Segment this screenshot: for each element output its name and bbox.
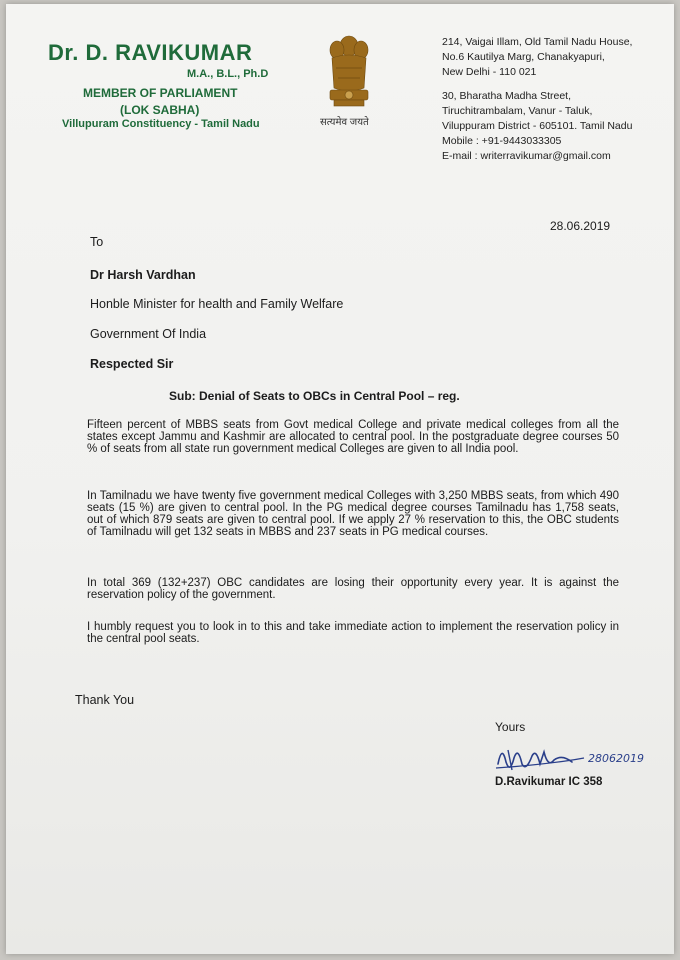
closing-thanks: Thank You [75,693,135,707]
closing-yours: Yours [495,720,526,734]
recipient-organization: Government Of India [90,327,207,341]
letter-page [6,4,674,954]
email-address: E-mail : writerravikumar@gmail.com [442,150,611,162]
salutation: Respected Sir [90,357,174,371]
sender-house: (LOK SABHA) [120,103,200,117]
address-line: Tiruchitrambalam, Vanur - Taluk, [442,105,593,117]
body-paragraph: In Tamilnadu we have twenty five government medical Colleges with 3,250 MBBS seats, from which 490 seats (15 %) are given to central pool. In the PG medical degree courses Tamilnadu has 1,758 seats, out of which 879 seats are given to central pool. If we apply 27 % reservation to this, the OBC students of Tamilnadu will get 132 seats in MBBS and 237 seats in PG medical courses. [87,490,619,538]
subject-line: Sub: Denial of Seats to OBCs in Central Pool – reg. [169,389,460,403]
handwritten-signature [492,734,672,778]
body-paragraph: I humbly request you to look in to this and take immediate action to implement the reservation policy in the central pool seats. [87,621,619,645]
address-line: No.6 Kautilya Marg, Chanakyapuri, [442,51,605,63]
emblem-motto: सत्यमेव जयते [320,117,369,128]
body-paragraph: Fifteen percent of MBBS seats from Govt medical College and private medical colleges from all the states except Jammu and Kashmir are allocated to central pool. In the postgraduate degree courses 50 % of seats from all state run government medical Colleges are given to all India pool. [87,419,619,455]
signature-date: 28062019 [588,752,644,765]
mobile-number: Mobile : +91-9443033305 [442,135,562,147]
local-address [442,89,632,164]
sender-name: Dr. D. RAVIKUMAR [48,40,253,65]
recipient-title: Honble Minister for health and Family Welfare [90,297,344,311]
address-line: New Delhi - 110 021 [442,66,537,78]
sender-designation: MEMBER OF PARLIAMENT [83,86,238,100]
letter-date: 28.06.2019 [550,219,611,233]
to-label: To [90,235,104,249]
address-line: 214, Vaigai Illam, Old Tamil Nadu House, [442,36,633,48]
recipient-name: Dr Harsh Vardhan [90,268,196,282]
sender-qualifications: M.A., B.L., Ph.D [187,68,269,80]
signatory-name: D.Ravikumar IC 358 [495,776,603,788]
national-emblem-icon [318,28,380,128]
address-line: 30, Bharatha Madha Street, [442,90,571,102]
address-line: Viluppuram District - 605101. Tamil Nadu [442,120,633,132]
delhi-address [442,35,632,80]
body-paragraph: In total 369 (132+237) OBC candidates are losing their opportunity every year. It is against the reservation policy of the government. [87,577,619,601]
sender-constituency: Villupuram Constituency - Tamil Nadu [62,118,260,130]
